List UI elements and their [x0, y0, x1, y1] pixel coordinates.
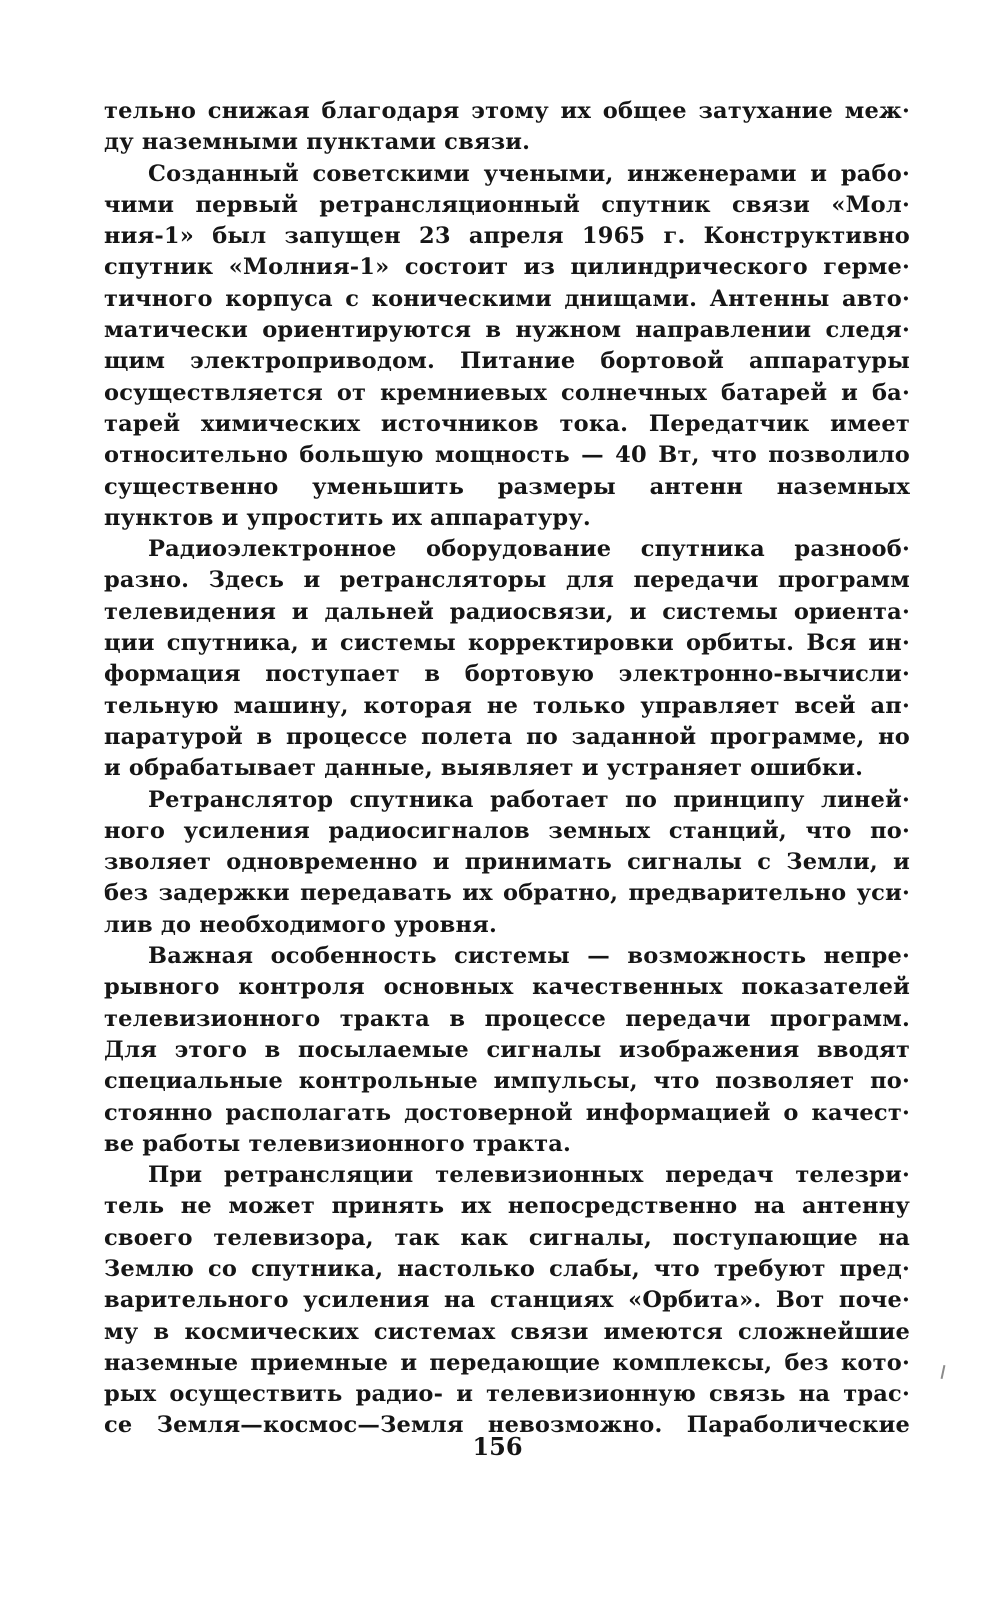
body-text: [104, 96, 910, 1442]
text-line: пунктов и упростить их аппаратуру.: [104, 504, 591, 531]
text-line: ния-1» был запущен 23 апреля 1965 г. Конструктивно: [104, 223, 910, 250]
text-line: существенно уменьшить размеры антенн наземных: [104, 473, 910, 500]
text-line: телевидения и дальней радиосвязи, и системы ориента·: [104, 598, 910, 625]
text-line: рых осуществить радио- и телевизионную связь на трас·: [104, 1381, 910, 1408]
text-line: Землю со спутника, настолько слабы, что требуют пред·: [104, 1255, 910, 1282]
text-line: тель не может принять их непосредственно на антенну: [104, 1193, 910, 1220]
text-line: щим электроприводом. Питание бортовой аппаратуры: [104, 348, 910, 375]
text-line: и обрабатывает данные, выявляет и устраняет ошибки.: [104, 755, 864, 782]
text-line: му в космических системах связи имеются сложнейшие: [104, 1318, 910, 1345]
text-line: матически ориентируются в нужном направлении следя·: [104, 317, 910, 344]
text-line: зволяет одновременно и принимать сигналы с Земли, и: [104, 849, 910, 876]
text-line: Ретранслятор спутника работает по принципу линей·: [148, 786, 910, 813]
text-line: разно. Здесь и ретрансляторы для передачи программ: [104, 567, 910, 594]
text-line: стоянно располагать достоверной информацией о качест·: [104, 1099, 910, 1126]
text-line: Созданный советскими учеными, инженерами и рабо·: [148, 160, 910, 187]
text-line: се Земля—космос—Земля невозможно. Параболические: [104, 1412, 910, 1439]
text-line: При ретрансляции телевизионных передач телезри·: [148, 1162, 910, 1189]
text-line: ду наземными пунктами связи.: [104, 129, 531, 156]
text-line: тарей химических источников тока. Передатчик имеет: [104, 410, 910, 437]
text-line: без задержки передавать их обратно, предварительно уси·: [104, 880, 910, 907]
text-line: тельную машину, которая не только управляет всей ап·: [104, 692, 910, 719]
text-line: формация поступает в бортовую электронно-вычисли·: [104, 661, 910, 688]
text-line: тельно снижая благодаря этому их общее затухание меж·: [104, 98, 910, 124]
text-line: ве работы телевизионного тракта.: [104, 1130, 572, 1157]
page-number: 156: [472, 1432, 523, 1461]
text-line: своего телевизора, так как сигналы, поступающие на: [104, 1224, 910, 1251]
text-line: ции спутника, и системы корректировки орбиты. Вся ин·: [104, 630, 910, 657]
text-line: Для этого в посылаемые сигналы изображения вводят: [104, 1036, 910, 1063]
text-line: наземные приемные и передающие комплексы, без кото·: [104, 1349, 910, 1376]
text-line: варительного усиления на станциях «Орбита». Вот поче·: [104, 1287, 910, 1314]
scan-speck: [941, 1365, 946, 1379]
text-line: Важная особенность системы — возможность непре·: [148, 943, 910, 970]
text-line: относительно большую мощность — 40 Вт, что позволило: [104, 442, 910, 469]
text-line: лив до необходимого уровня.: [104, 911, 498, 938]
text-line: специальные контрольные импульсы, что позволяет по·: [104, 1068, 910, 1095]
text-line: паратурой в процессе полета по заданной программе, но: [104, 723, 910, 750]
text-line: чими первый ретрансляционный спутник связи «Мол·: [104, 191, 910, 218]
text-line: тичного корпуса с коническими днищами. Антенны авто·: [104, 285, 910, 312]
text-line: рывного контроля основных качественных показателей: [104, 974, 910, 1001]
text-line: Радиоэлектронное оборудование спутника разнооб·: [148, 536, 910, 563]
text-line: осуществляется от кремниевых солнечных батарей и ба·: [104, 379, 910, 406]
text-line: ного усиления радиосигналов земных станций, что по·: [104, 817, 910, 844]
text-line: спутник «Молния-1» состоит из цилиндрического герме·: [104, 254, 910, 281]
text-line: телевизионного тракта в процессе передачи программ.: [104, 1005, 910, 1032]
